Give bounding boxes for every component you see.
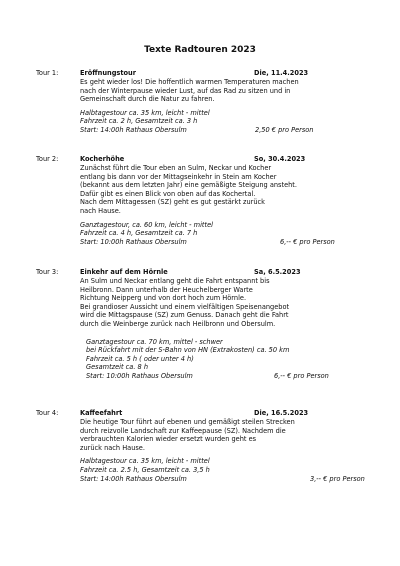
tour-label: Tour 2: <box>36 155 59 163</box>
tour-4 <box>36 409 366 483</box>
tour-price: 2,50 € pro Person <box>255 125 314 134</box>
tour-3 <box>36 268 366 381</box>
tour-date: So, 30.4.2023 <box>254 155 306 163</box>
tour-label: Tour 3: <box>36 268 59 276</box>
tour-start: Start: 14:00h Rathaus Obersulm <box>80 125 187 134</box>
tour-start: Start: 10:00h Rathaus Obersulm <box>80 237 187 246</box>
document-title: Texte Radtouren 2023 <box>144 45 256 55</box>
tour-2 <box>36 155 366 246</box>
tour-price: 3,-- € pro Person <box>310 474 365 483</box>
tour-facts: Halbtagestour ca. 35 km, leicht - mittel Fahrzeit ca. 2.5 h, Gesamtzeit ca. 3,5 h Start: 14:00h Rathaus Obersulm 3,-- € pro Person <box>80 457 365 483</box>
tour-label: Tour 1: <box>36 69 59 77</box>
tour-start: Start: 10:00h Rathaus Obersulm <box>86 371 193 380</box>
tour-price: 6,-- € pro Person <box>274 371 329 380</box>
tour-name: Eröffnungstour <box>80 69 136 77</box>
tour-description: Zunächst führt die Tour eben an Sulm, Neckar und Kocher entlang bis dann vor der Mittagseinkehr in Stein am Kocher (bekannt aus dem letzten Jahr) eine gemäßigte Steigung ansteht. Dafür gibt es einen Blick von oben auf das Kochertal. Nach dem Mittagessen (SZ) geht es gut gestärkt zurück nach Hause. <box>80 164 297 215</box>
tour-facts: Halbtagestour ca. 35 km, leicht - mittel Fahrzeit ca. 2 h, Gesamtzeit ca. 3 h Start: 14:00h Rathaus Obersulm 2,50 € pro Person <box>80 108 314 134</box>
tour-facts: Ganztagestour ca. 70 km, mittel - schwer bei Rückfahrt mit der S-Bahn von HN (Extrakosten) ca. 50 km Fahrzeit ca. 5 h ( oder unter 4 h) Gesamtzeit ca. 8 h Start: 10:00h Rathaus Obersulm 6,-- € pro Person <box>86 337 329 380</box>
tour-facts: Ganztagestour, ca. 60 km, leicht - mittel Fahrzeit ca. 4 h, Gesamtzeit ca. 7 h Start: 10:00h Rathaus Obersulm 6,-- € pro Person <box>80 220 335 246</box>
tour-price: 6,-- € pro Person <box>280 237 335 246</box>
tour-label: Tour 4: <box>36 409 59 417</box>
tour-date: Die, 16.5.2023 <box>254 409 309 417</box>
tour-name: Einkehr auf dem Hörnle <box>80 268 168 276</box>
tour-date: Die, 11.4.2023 <box>254 69 309 77</box>
tour-1 <box>36 69 366 135</box>
tour-date: Sa, 6.5.2023 <box>254 268 301 276</box>
tour-description: Die heutige Tour führt auf ebenen und gemäßigt steilen Strecken durch reizvolle Landschaft zur Kaffeepause (SZ). Nachdem die verbrauchten Kalorien wieder ersetzt wurden geht es zurück nach Hause. <box>80 418 295 452</box>
tour-description: An Sulm und Neckar entlang geht die Fahrt entspannt bis Heilbronn. Dann unterhalb der Heuchelberger Warte Richtung Neipperg und von dort hoch zum Hörnle. Bei grandioser Aussicht und einem vielfältigen Speisenangebot wird die Mittagspause (SZ) zum Genuss. Danach geht die Fahrt durch die Weinberge zurück nach Heilbronn und Obersulm. <box>80 277 290 328</box>
tour-name: Kaffeefahrt <box>80 409 123 417</box>
tour-start: Start: 14:00h Rathaus Obersulm <box>80 474 187 483</box>
tour-description: Es geht wieder los! Die hoffentlich warmen Temperaturen machen nach der Winterpause wieder Lust, auf das Rad zu sitzen und in Gemeinschaft durch die Natur zu fahren. <box>80 78 299 104</box>
tour-name: Kocherhöhe <box>80 155 125 163</box>
